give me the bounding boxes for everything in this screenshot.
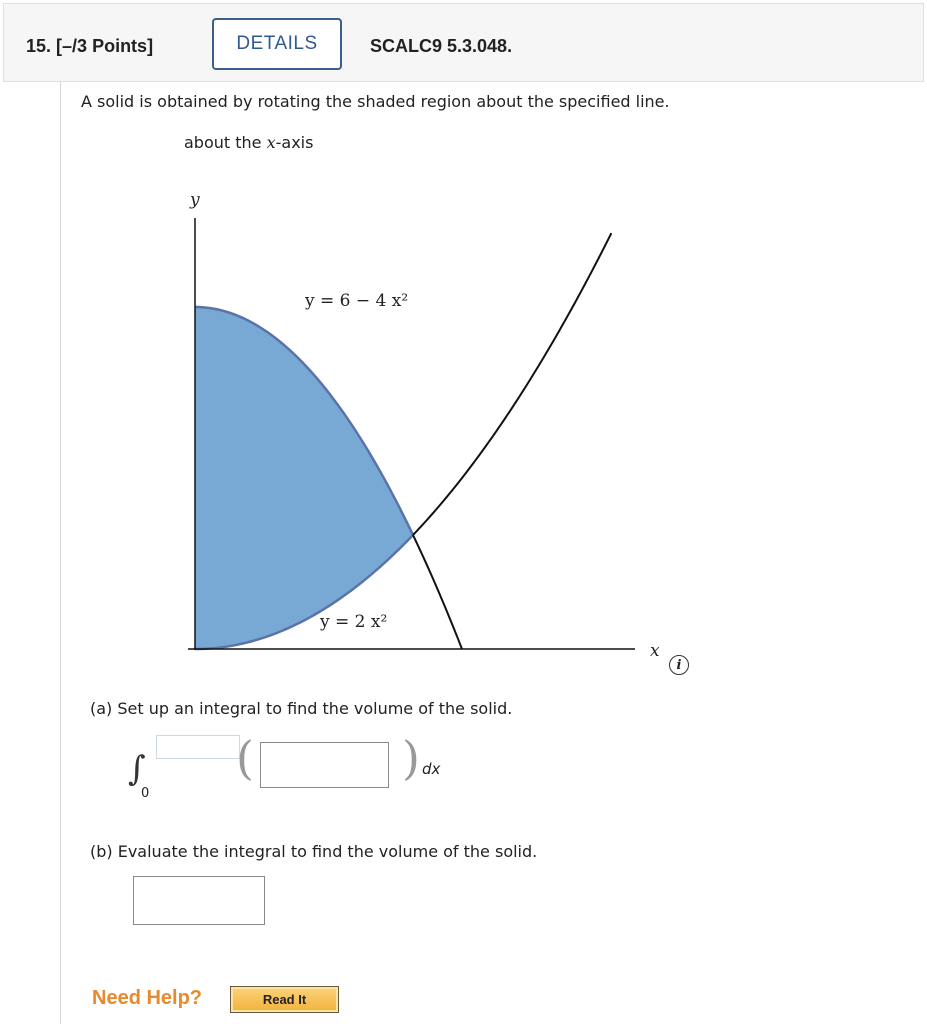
shaded-region [195, 307, 413, 649]
left-rule [60, 82, 61, 1024]
details-button[interactable]: DETAILS [212, 18, 342, 70]
part-a-prompt: (a) Set up an integral to find the volume of the solid. [90, 699, 513, 718]
question-header [3, 3, 924, 82]
lower-limit: 0 [141, 786, 150, 801]
read-it-button[interactable]: Read It [230, 986, 339, 1013]
integrand-input[interactable] [260, 742, 389, 788]
part-b-prompt: (b) Evaluate the integral to find the volume of the solid. [90, 842, 538, 861]
right-paren: ) [402, 731, 420, 785]
integral-sign-icon: ∫ [128, 749, 146, 789]
upper-curve-label: y = 6 − 4 x² [305, 291, 409, 311]
volume-answer-input[interactable] [133, 876, 265, 925]
upper-curve [413, 535, 462, 649]
region-graph [160, 180, 700, 700]
problem-code: SCALC9 5.3.048. [370, 36, 513, 56]
question-number: 15. [–/3 Points] [26, 36, 154, 56]
left-paren: ( [236, 731, 254, 785]
lower-curve [413, 233, 611, 535]
y-axis-label: y [190, 190, 200, 210]
x-axis-label: x [650, 641, 660, 661]
points-label: [–/3 Points] [56, 36, 154, 56]
rotation-axis-text: about the x-axis [184, 133, 314, 152]
upper-limit-input[interactable] [156, 735, 240, 759]
info-icon[interactable]: i [669, 655, 689, 675]
need-help-label: Need Help? [92, 987, 203, 1009]
lower-curve-label: y = 2 x² [320, 612, 388, 632]
question-prompt: A solid is obtained by rotating the shaded region about the specified line. [81, 92, 670, 111]
differential-label: dx [422, 760, 441, 778]
